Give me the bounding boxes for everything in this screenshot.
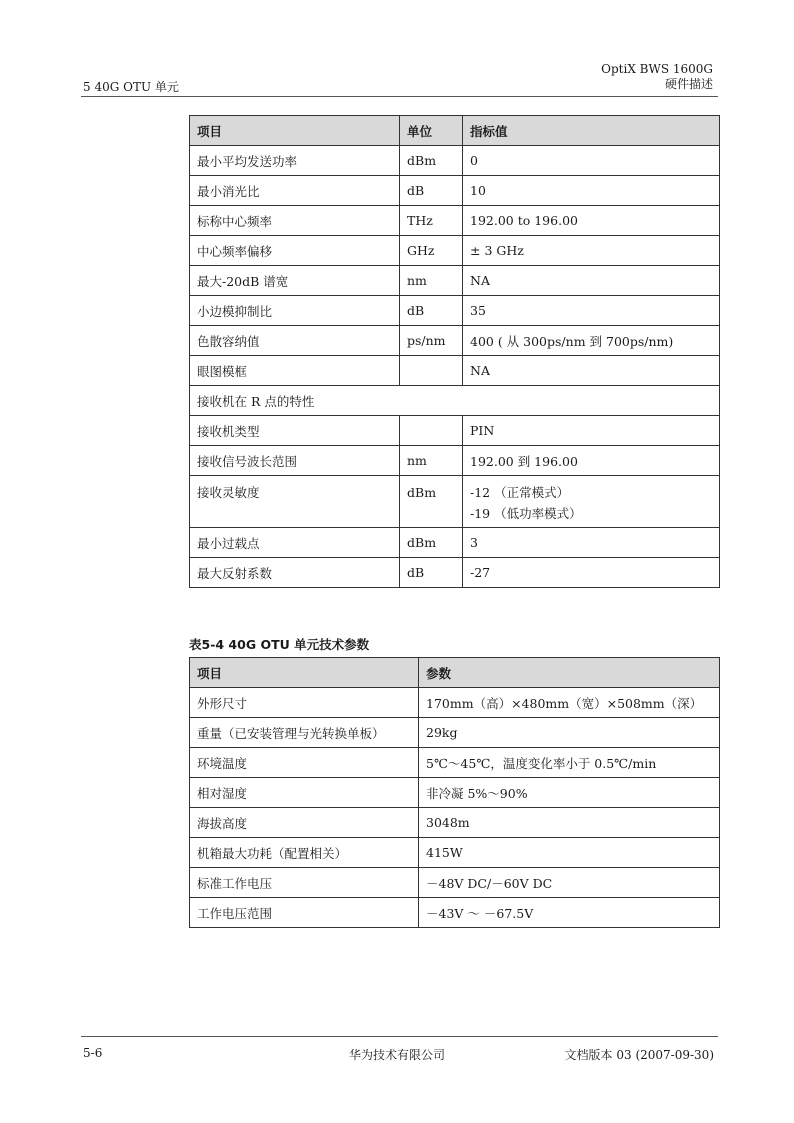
table-cell: dB	[400, 296, 463, 326]
table-row	[190, 868, 720, 898]
table-cell: 中心频率偏移	[190, 236, 400, 266]
column-header: 单位	[400, 116, 463, 146]
table-cell: 环境温度	[190, 748, 419, 778]
table-row	[190, 236, 720, 266]
table-caption: 表5-4 40G OTU 单元技术参数	[189, 637, 370, 652]
header-chapter: 5 40G OTU 单元	[83, 80, 179, 94]
table-row	[190, 266, 720, 296]
table-cell: 415W	[419, 838, 720, 868]
page-number: 5-6	[83, 1046, 103, 1060]
table-row	[190, 326, 720, 356]
table-row	[190, 558, 720, 588]
footer-divider	[81, 1036, 718, 1037]
table-row	[190, 688, 720, 718]
table-cell: 相对湿度	[190, 778, 419, 808]
table-cell: 3048m	[419, 808, 720, 838]
table-cell: ps/nm	[400, 326, 463, 356]
table-row	[190, 146, 720, 176]
table-row	[190, 416, 720, 446]
table-cell: 眼图模框	[190, 356, 400, 386]
table-cell: dB	[400, 558, 463, 588]
table-cell: 接收机类型	[190, 416, 400, 446]
table-cell: dB	[400, 176, 463, 206]
sensitivity-low-power: -19 （低功率模式）	[470, 506, 582, 521]
table-cell: nm	[400, 266, 463, 296]
table-section-row	[190, 386, 720, 416]
table-row	[190, 476, 720, 528]
footer-company: 华为技术有限公司	[348, 1048, 445, 1062]
table-row	[190, 838, 720, 868]
table-cell: ± 3 GHz	[463, 236, 720, 266]
table-cell: NA	[463, 266, 720, 296]
table-row	[190, 718, 720, 748]
table-cell: 最小消光比	[190, 176, 400, 206]
table-cell: －43V ～ －67.5V	[419, 898, 720, 928]
table-cell: 接收信号波长范围	[190, 446, 400, 476]
table-cell: PIN	[463, 416, 720, 446]
footer-doc-version: 文档版本 03 (2007-09-30)	[564, 1048, 714, 1062]
table-cell	[400, 416, 463, 446]
table-row	[190, 808, 720, 838]
column-header: 指标值	[463, 116, 720, 146]
table-cell: dBm	[400, 528, 463, 558]
table-cell: 5℃～45℃，温度变化率小于 0.5℃/min	[419, 748, 720, 778]
table-cell: 海拔高度	[190, 808, 419, 838]
table-cell: THz	[400, 206, 463, 236]
table-row	[190, 446, 720, 476]
sensitivity-normal: -12 （正常模式）	[470, 485, 570, 500]
optical-spec-table	[189, 115, 720, 588]
table-cell: 非冷凝 5%～90%	[419, 778, 720, 808]
table-row	[190, 748, 720, 778]
table-cell: 192.00 to 196.00	[463, 206, 720, 236]
table-row	[190, 898, 720, 928]
table-cell: 最大反射系数	[190, 558, 400, 588]
table-row	[190, 176, 720, 206]
table-cell: 接收灵敏度	[190, 476, 400, 528]
table-cell	[400, 356, 463, 386]
table-cell: 3	[463, 528, 720, 558]
column-header: 项目	[190, 658, 419, 688]
table-cell: 最大-20dB 谱宽	[190, 266, 400, 296]
table-cell: 35	[463, 296, 720, 326]
table-cell: 0	[463, 146, 720, 176]
header-product: OptiX BWS 1600G	[601, 62, 713, 76]
header-section: 硬件描述	[664, 77, 713, 91]
table-cell: 工作电压范围	[190, 898, 419, 928]
table-row	[190, 296, 720, 326]
table-cell: 重量（已安装管理与光转换单板）	[190, 718, 419, 748]
table-cell: NA	[463, 356, 720, 386]
table-cell: dBm	[400, 146, 463, 176]
table-cell: 400 ( 从 300ps/nm 到 700ps/nm)	[463, 326, 720, 356]
header-divider	[81, 96, 718, 97]
technical-params-table	[189, 657, 720, 928]
table-cell: 192.00 到 196.00	[463, 446, 720, 476]
table-cell: 29kg	[419, 718, 720, 748]
page-header-right	[601, 62, 713, 92]
table-cell: GHz	[400, 236, 463, 266]
table-cell: 机箱最大功耗（配置相关）	[190, 838, 419, 868]
table-cell	[463, 476, 720, 528]
table-header-row	[190, 658, 720, 688]
column-header: 项目	[190, 116, 400, 146]
table-row	[190, 778, 720, 808]
table-cell: －48V DC/－60V DC	[419, 868, 720, 898]
table-cell: 最小过载点	[190, 528, 400, 558]
column-header: 参数	[419, 658, 720, 688]
table-cell: dBm	[400, 476, 463, 528]
table-cell: 小边模抑制比	[190, 296, 400, 326]
table-cell: 10	[463, 176, 720, 206]
section-title-cell: 接收机在 R 点的特性	[190, 386, 720, 416]
table-cell: -27	[463, 558, 720, 588]
table-row	[190, 528, 720, 558]
table-cell: 标准工作电压	[190, 868, 419, 898]
table-cell: 色散容纳值	[190, 326, 400, 356]
table-header-row	[190, 116, 720, 146]
table-cell: 外形尺寸	[190, 688, 419, 718]
table-cell: nm	[400, 446, 463, 476]
table-cell: 170mm（高）×480mm（宽）×508mm（深）	[419, 688, 720, 718]
table-row	[190, 356, 720, 386]
table-cell: 最小平均发送功率	[190, 146, 400, 176]
table-cell: 标称中心频率	[190, 206, 400, 236]
table-row	[190, 206, 720, 236]
